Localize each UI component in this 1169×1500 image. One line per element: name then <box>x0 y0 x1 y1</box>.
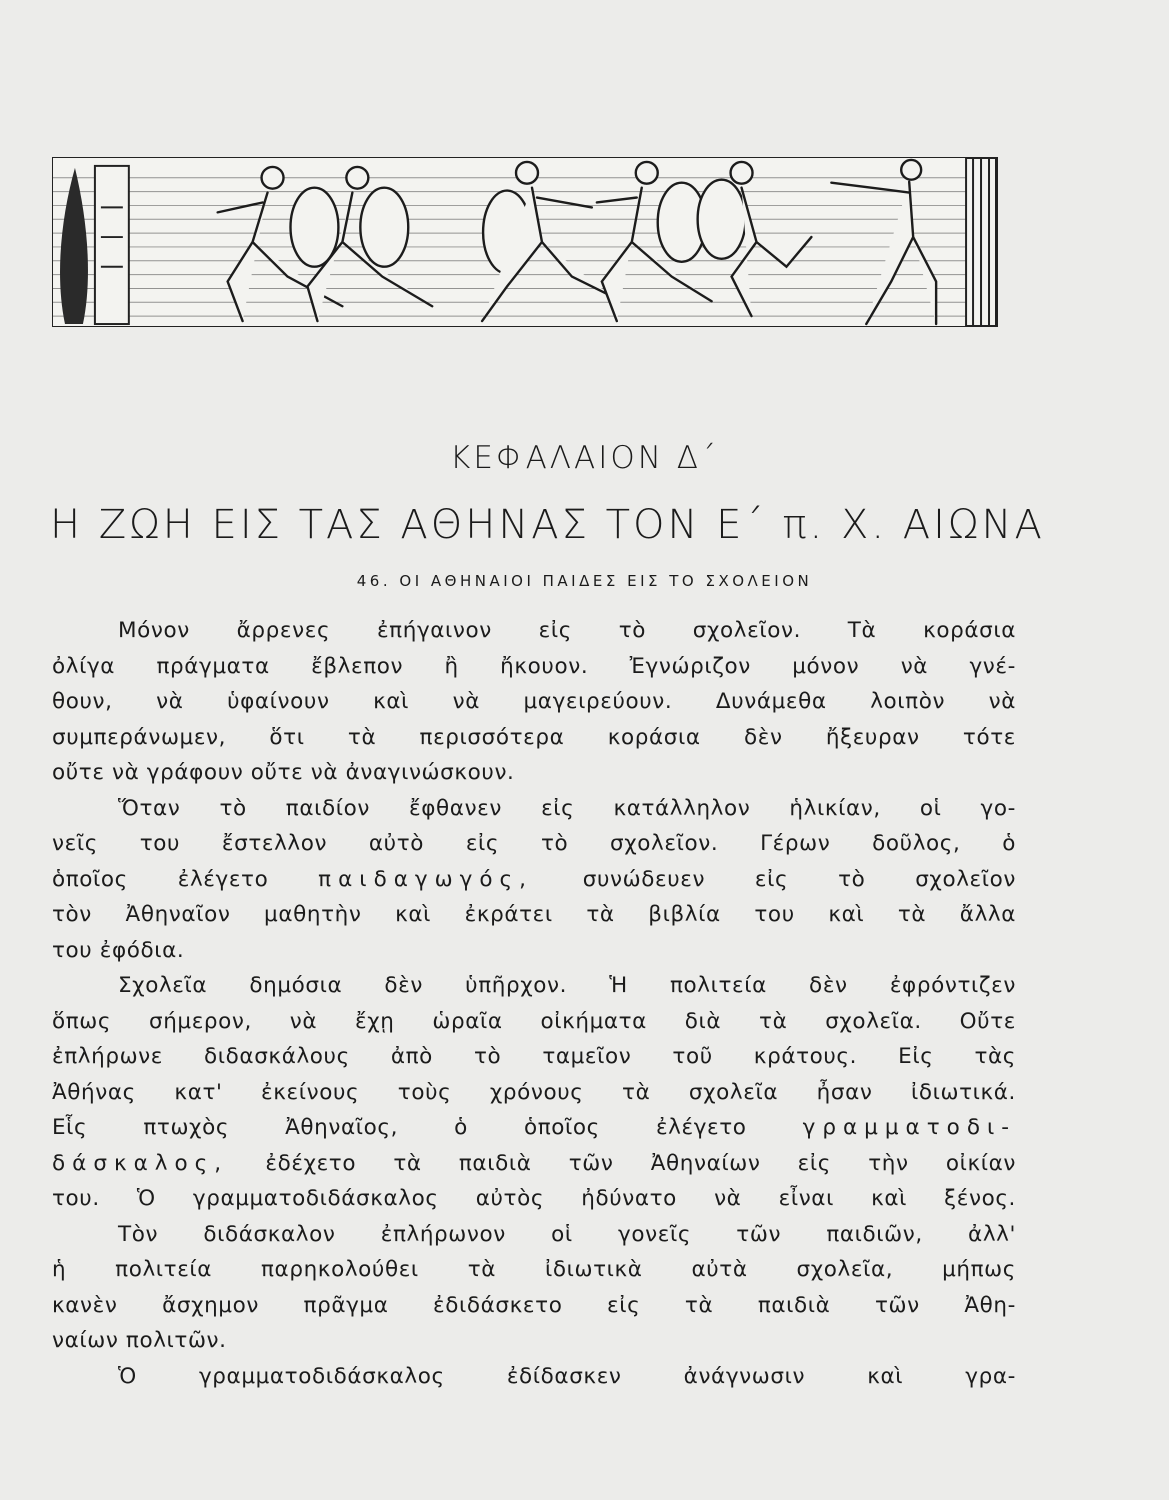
text-line <box>52 1110 1016 1146</box>
stele <box>95 166 129 324</box>
body-text <box>52 613 1016 1394</box>
section-heading: 46. ΟΙ ΑΘΗΝΑΙΟΙ ΠΑΙΔΕΣ ΕΙΣ ΤΟ ΣΧΟΛΕΙΟΝ <box>356 572 813 590</box>
text-line: ὀλίγα πράγματα ἔβλεπον ἢ ἤκουον. Ἐγνώριζον μόνον νὰ γνέ- <box>52 653 1016 679</box>
spaced-term-grammatodidaskalos: γραμματοδι- <box>802 1115 1016 1140</box>
column <box>966 158 996 326</box>
text-line <box>52 862 1016 898</box>
spaced-term-grammatodidaskalos-end: δάσκαλος, <box>52 1150 229 1176</box>
text-line: θουν, νὰ ὑφαίνουν καὶ νὰ μαγειρεύουν. Δυνάμεθα λοιπὸν νὰ <box>52 689 1016 714</box>
text-line: ἐπλήρωνε διδασκάλους ἀπὸ τὸ ταμεῖον τοῦ κράτους. Εἰς τὰς <box>52 1044 1016 1069</box>
text-line: Σχολεῖα δημόσια δὲν ὑπῆρχον. Ἡ πολιτεία δὲν ἐφρόντιζεν <box>118 973 1016 998</box>
text-line: Ὅταν τὸ παιδίον ἔφθανεν εἰς κατάλληλον ἡλικίαν, οἱ γο- <box>118 795 1016 821</box>
text-segment: συνώδευεν εἰς τὸ σχολεῖον <box>582 866 1016 892</box>
chapter-heading: ΚΕΦΑΛΑΙΟΝ Δ΄ <box>450 440 719 476</box>
text-segment: ἐδέχετο τὰ παιδιὰ τῶν Ἀθηναίων εἰς τὴν οἰκίαν <box>265 1150 1016 1176</box>
spaced-term-paidagogos: παιδαγωγός, <box>318 866 533 892</box>
text-line: Τὸν διδάσκαλον ἐπλήρωνον οἱ γονεῖς τῶν παιδιῶν, ἀλλ' <box>118 1221 1016 1247</box>
text-segment: ὁποῖος ἐλέγετο <box>52 866 269 892</box>
runners <box>218 160 936 324</box>
running-hoplites-drawing <box>53 158 997 326</box>
text-line: τὸν Ἀθηναῖον μαθητὴν καὶ ἐκράτει τὰ βιβλία του καὶ τὰ ἄλλα <box>52 902 1016 927</box>
text-line: του. Ὁ γραμματοδιδάσκαλος αὐτὸς ἠδύνατο νὰ εἶναι καὶ ξένος. <box>52 1186 1016 1211</box>
text-line: ἡ πολιτεία παρηκολούθει τὰ ἰδιωτικὰ αὐτὰ σχολεῖα, μήπως <box>52 1257 1016 1282</box>
text-line: συμπεράνωμεν, ὅτι τὰ περισσότερα κοράσια δὲν ἤξευραν τότε <box>52 724 1016 750</box>
text-line: ὅπως σήμερον, νὰ ἔχῃ ὡραῖα οἰκήματα διὰ τὰ σχολεῖα. Οὔτε <box>52 1008 1016 1034</box>
page-title: Η ΖΩΗ ΕΙΣ ΤΑΣ ΑΘΗΝΑΣ ΤΟΝ Ε΄ π. Χ. ΑΙΩΝΑ <box>50 502 1045 548</box>
text-line: Μόνον ἄρρενες ἐπήγαινον εἰς τὸ σχολεῖον. Τὰ κοράσια <box>118 618 1016 643</box>
text-line: του ἐφόδια. <box>52 937 185 963</box>
text-line <box>52 1146 1016 1182</box>
frieze-illustration <box>52 157 998 327</box>
text-line: κανὲν ἄσχημον πρᾶγμα ἐδιδάσκετο εἰς τὰ παιδιὰ τῶν Ἀθη- <box>52 1292 1016 1318</box>
text-segment: Εἷς πτωχὸς Ἀθηναῖος, ὁ ὁποῖος ἐλέγετο <box>52 1115 747 1140</box>
text-line: ναίων πολιτῶν. <box>52 1328 227 1353</box>
text-line: Ἀθήνας κατ' ἐκείνους τοὺς χρόνους τὰ σχολεῖα ἦσαν ἰδιωτικά. <box>52 1079 1016 1105</box>
text-line: Ὁ γραμματοδιδάσκαλος ἐδίδασκεν ἀνάγνωσιν καὶ γρα- <box>118 1363 1016 1389</box>
text-line: νεῖς του ἔστελλον αὐτὸ εἰς τὸ σχολεῖον. Γέρων δοῦλος, ὁ <box>52 831 1016 856</box>
text-line: οὔτε νὰ γράφουν οὔτε νὰ ἀναγινώσκουν. <box>52 760 515 785</box>
